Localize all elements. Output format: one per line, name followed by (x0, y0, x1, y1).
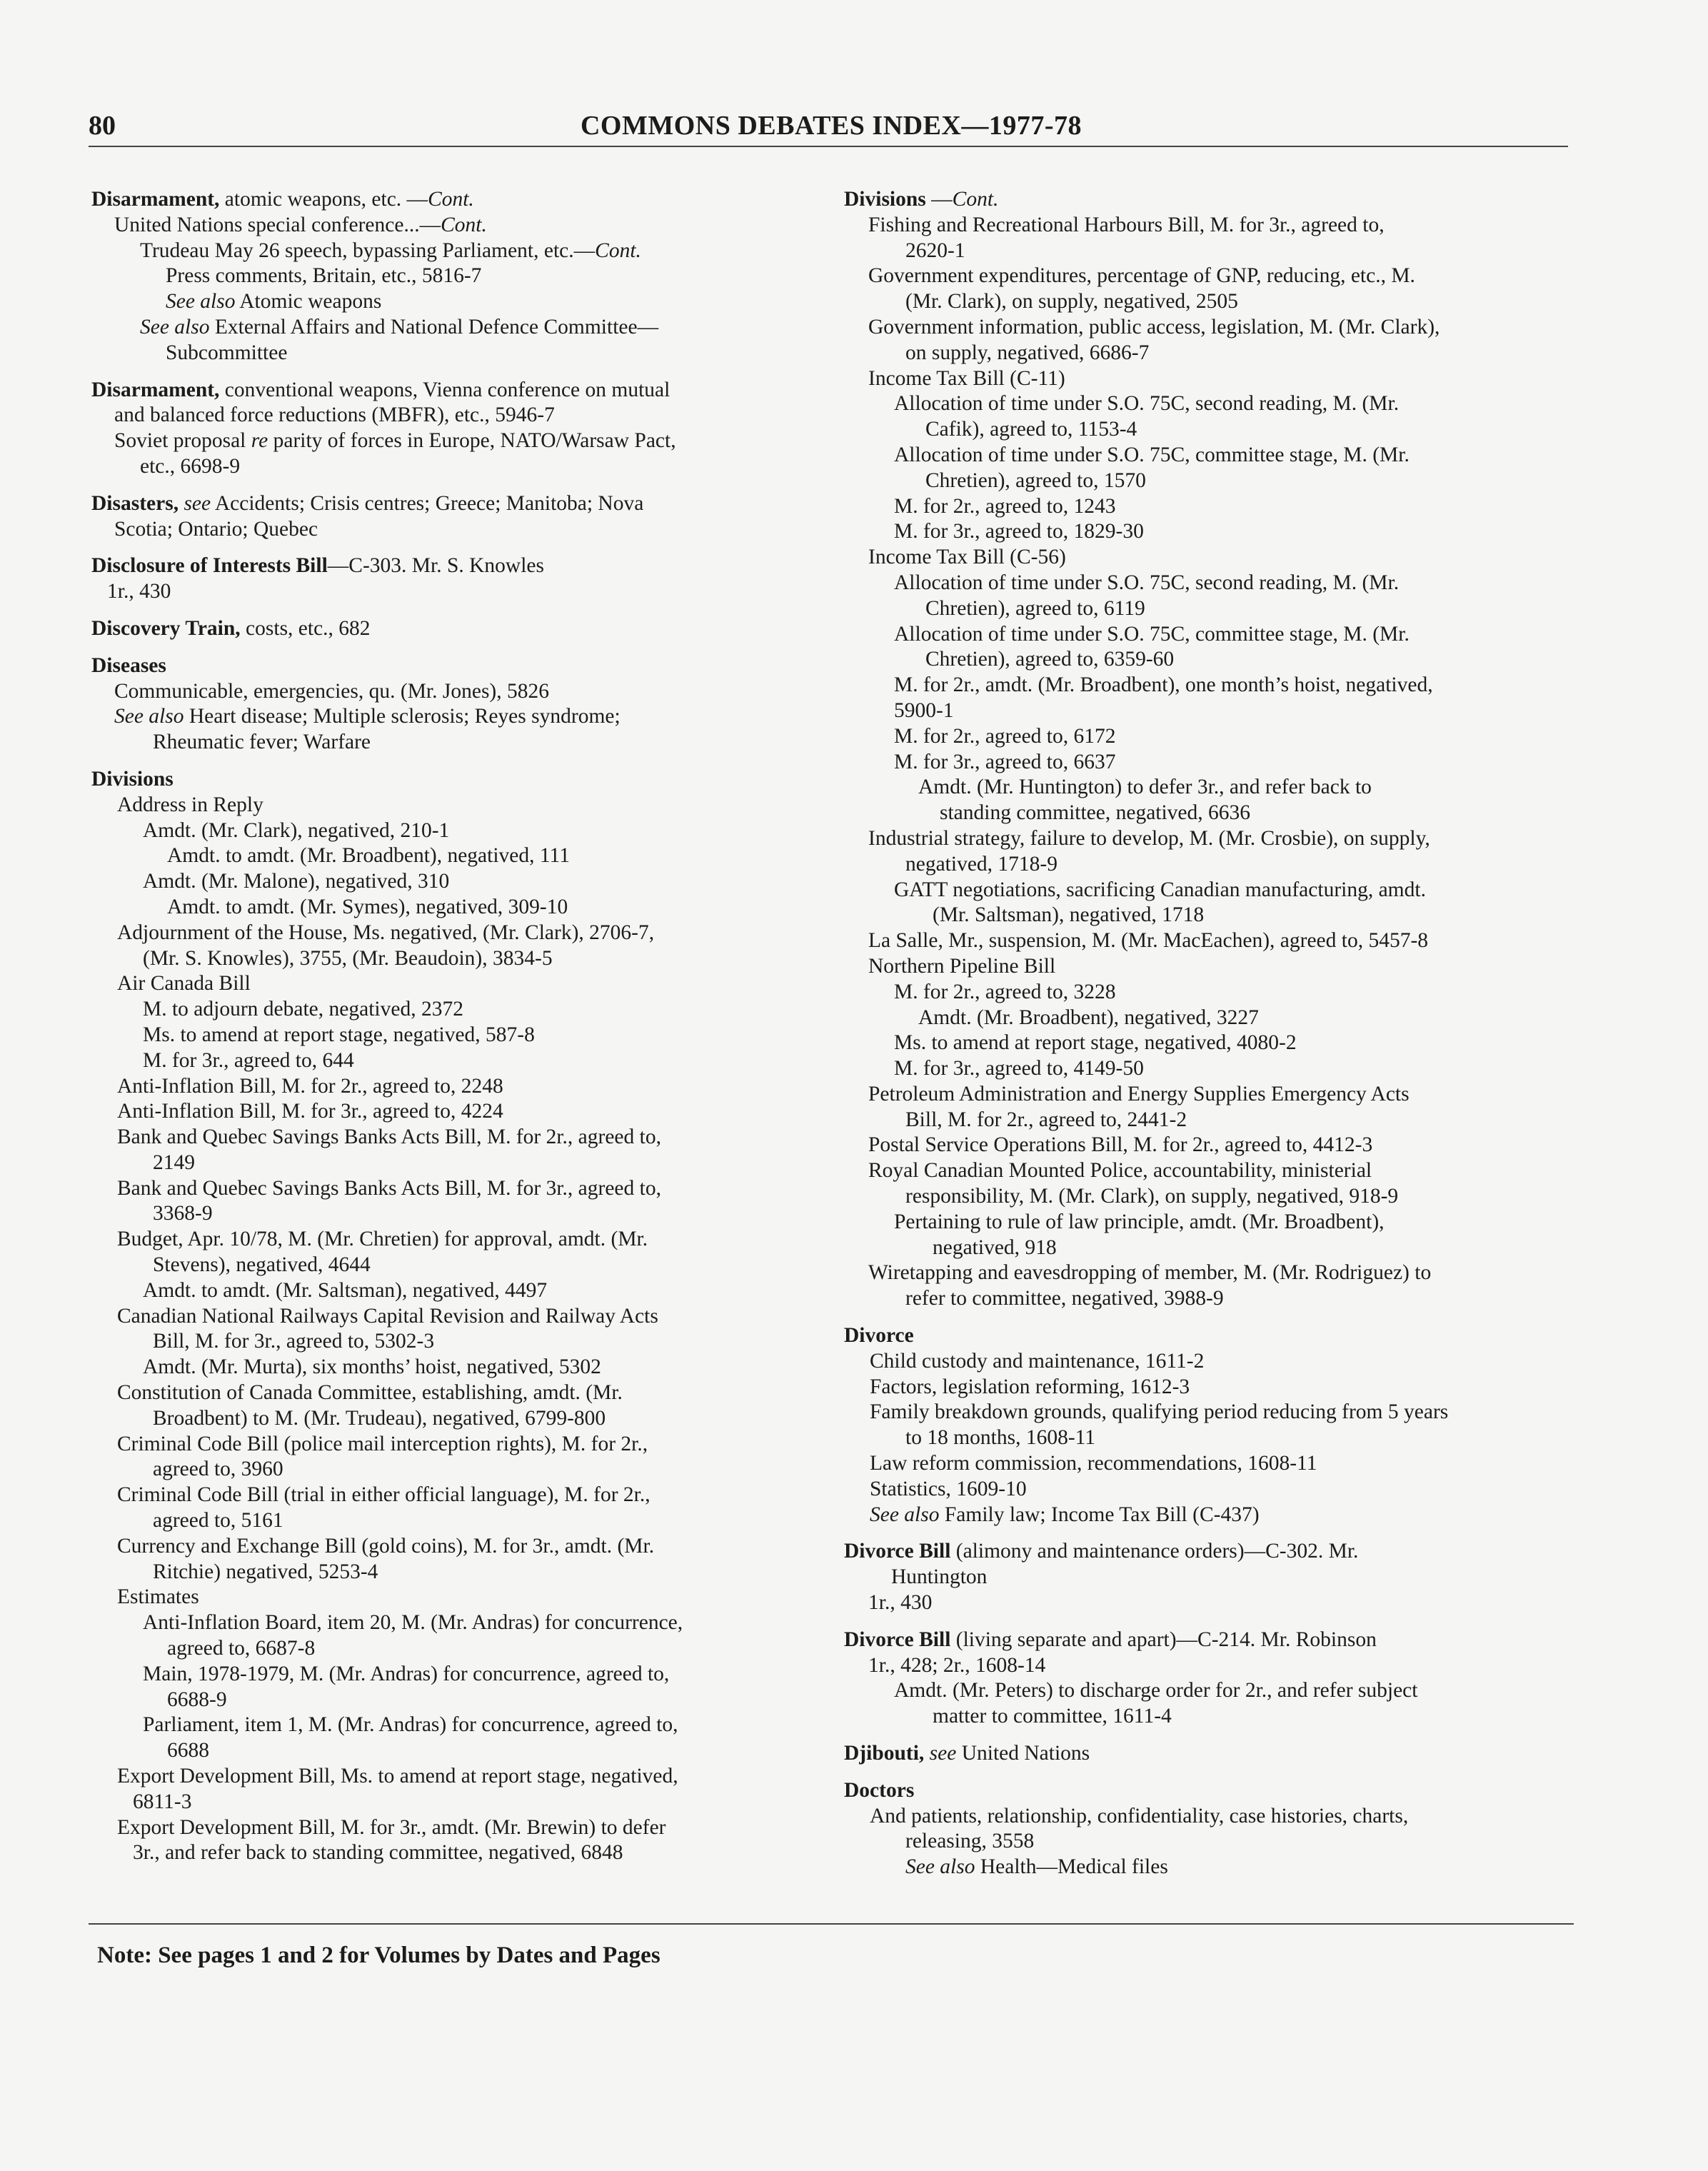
index-entry-line (844, 852, 1579, 878)
entry-text: Parliament, item 1, M. (Mr. Andras) for concurrence, agreed to, (143, 1713, 678, 1737)
index-entry-line (844, 928, 1579, 954)
entry-text: Bank and Quebec Savings Banks Acts Bill, M. for 3r., agreed to, (117, 1176, 661, 1200)
entry-text: Subcommittee (166, 341, 288, 364)
index-entry-line (844, 1451, 1579, 1477)
entry-text: M. for 3r., agreed to, 1829-30 (894, 520, 1144, 543)
index-heading-line (844, 1539, 1579, 1565)
entry-text: Statistics, 1609-10 (870, 1477, 1027, 1500)
entry-text: Allocation of time under S.O. 75C, second reading, M. (Mr. (894, 392, 1400, 416)
heading-term: Discovery Train, (91, 616, 241, 640)
index-entry-line (844, 1108, 1579, 1133)
entry-text: negatived, 918 (933, 1235, 1057, 1259)
index-entry-line (844, 1031, 1579, 1056)
index-entry-line (91, 1227, 813, 1253)
entry-text: United Nations (956, 1742, 1090, 1765)
entry-text: Trudeau May 26 speech, bypassing Parliament, etc.— (140, 239, 596, 262)
entry-text: External Affairs and National Defence Committee— (209, 315, 659, 339)
entry-text: Export Development Bill, M. for 3r., amdt. (Mr. Brewin) to defer (117, 1815, 666, 1839)
index-heading-line (91, 491, 813, 517)
entry-gap (91, 366, 813, 378)
index-entry-line (844, 1855, 1579, 1880)
index-entry-line (844, 1503, 1579, 1528)
index-entry-line (844, 673, 1579, 698)
entry-text: and balanced force reductions (MBFR), etc., 5946-7 (114, 403, 555, 427)
index-entry-line (844, 596, 1579, 622)
entry-text: Atomic weapons (235, 290, 382, 314)
entry-text: 6688 (167, 1739, 209, 1763)
index-entry-line (844, 289, 1579, 315)
heading-term: Doctors (844, 1778, 915, 1802)
entry-text: Criminal Code Bill (trial in either official language), M. for 2r., (117, 1483, 650, 1507)
entry-text: And patients, relationship, confidentiality, case histories, charts, (870, 1804, 1409, 1827)
index-entry-line (91, 1508, 813, 1534)
entry-text: Pertaining to rule of law principle, amdt. (Mr. Broadbent), (894, 1210, 1385, 1233)
index-entry-line (844, 1349, 1579, 1375)
index-heading-line (844, 1323, 1579, 1349)
index-entry-line (91, 1815, 813, 1841)
entry-text: agreed to, 3960 (153, 1458, 283, 1481)
index-entry-line (844, 1210, 1579, 1235)
entry-text: Amdt. (Mr. Peters) to discharge order for 2r., and refer subject (894, 1679, 1418, 1703)
index-entry-line (91, 1432, 813, 1458)
index-entry-line (91, 1688, 813, 1713)
entry-gap (91, 605, 813, 616)
index-entry-line (91, 1738, 813, 1764)
entry-text: Health—Medical files (975, 1855, 1168, 1879)
entry-text: Amdt. (Mr. Huntington) to defer 3r., and refer back to (918, 776, 1372, 799)
index-entry-line (91, 1406, 813, 1432)
index-heading-line (844, 187, 1579, 213)
index-entry-line (91, 1176, 813, 1202)
index-entry-line (844, 1477, 1579, 1503)
entry-text: 5900-1 (894, 698, 954, 722)
entry-text: Criminal Code Bill (police mail interception rights), M. for 2r., (117, 1432, 648, 1455)
index-entry-line (91, 971, 813, 997)
index-entry-line (844, 775, 1579, 801)
entry-text: Government expenditures, percentage of GNP, reducing, etc., M. (868, 264, 1415, 288)
index-entry-line (844, 1590, 1579, 1616)
heading-term: Divorce Bill (844, 1540, 951, 1563)
index-entry-line (91, 1790, 813, 1815)
entry-text: Bill, M. for 3r., agreed to, 5302-3 (153, 1330, 435, 1353)
entry-gap (91, 756, 813, 767)
heading-term: Disarmament, (91, 188, 220, 211)
index-entry-line (91, 1099, 813, 1125)
index-entry-line (844, 647, 1579, 673)
entry-text: Allocation of time under S.O. 75C, committee stage, M. (Mr. (894, 443, 1410, 466)
index-entry-line (844, 903, 1579, 928)
entry-text (924, 1742, 929, 1765)
entry-text: La Salle, Mr., suspension, M. (Mr. MacEachen), agreed to, 5457-8 (868, 929, 1429, 953)
index-entry-line (844, 545, 1579, 571)
index-entry-line (844, 1235, 1579, 1261)
entry-text: etc., 6698-9 (140, 454, 241, 478)
entry-text: — (925, 188, 953, 211)
index-entry-line (844, 1133, 1579, 1158)
italic-reference: Cont. (428, 188, 474, 211)
entry-text: Family breakdown grounds, qualifying period reducing from 5 years (870, 1400, 1449, 1424)
index-entry-line (91, 403, 813, 428)
entry-text: —C-303. Mr. S. Knowles (327, 554, 544, 578)
italic-reference: See also (870, 1503, 940, 1526)
entry-text: Chretien), agreed to, 6119 (925, 596, 1145, 620)
italic-reference: See also (114, 705, 184, 728)
index-entry-line (91, 517, 813, 543)
entry-text: agreed to, 6687-8 (167, 1637, 316, 1660)
entry-text: 3368-9 (153, 1202, 213, 1225)
index-entry-line (91, 1380, 813, 1406)
index-entry-line (844, 213, 1579, 239)
entry-text: Amdt. (Mr. Malone), negatived, 310 (143, 870, 450, 893)
index-entry-line (844, 954, 1579, 980)
index-entry-line (91, 730, 813, 756)
entry-text: Allocation of time under S.O. 75C, second reading, M. (Mr. (894, 571, 1400, 594)
entry-text: Ms. to amend at report stage, negatived, 587-8 (143, 1023, 535, 1046)
index-entry-line (844, 1829, 1579, 1855)
index-entry-line (844, 698, 1579, 724)
index-heading-line (91, 767, 813, 793)
index-heading-line (91, 616, 813, 642)
entry-text: Amdt. (Mr. Clark), negatived, 210-1 (143, 818, 450, 842)
index-entry-line (91, 264, 813, 289)
index-entry-line (91, 843, 813, 869)
index-entry-line (91, 1560, 813, 1585)
index-heading-line (844, 1628, 1579, 1653)
entry-gap (91, 480, 813, 491)
index-entry-line (844, 980, 1579, 1006)
index-entry-line (91, 289, 813, 315)
index-entry-line (91, 1636, 813, 1662)
entry-text: (Mr. Clark), on supply, negatived, 2505 (905, 290, 1238, 314)
heading-term: Divorce Bill (844, 1628, 951, 1651)
index-entry-line (844, 1804, 1579, 1830)
index-entry-line (844, 1704, 1579, 1730)
entry-text: to 18 months, 1608-11 (905, 1426, 1096, 1450)
heading-term: Disasters, (91, 491, 179, 515)
header-rule (89, 146, 1568, 147)
entry-text: releasing, 3558 (905, 1830, 1035, 1853)
entry-text: Ms. to amend at report stage, negatived, 4080-2 (894, 1031, 1297, 1055)
index-entry-line (91, 315, 813, 341)
index-entry-line (844, 1158, 1579, 1184)
index-entry-line (91, 921, 813, 946)
entry-text: Budget, Apr. 10/78, M. (Mr. Chretien) for approval, amdt. (Mr. (117, 1228, 648, 1251)
index-entry-line (844, 1400, 1579, 1425)
entry-text: Industrial strategy, failure to develop, M. (Mr. Crosbie), on supply, (868, 826, 1430, 850)
index-entry-line (91, 818, 813, 844)
index-entry-line (91, 454, 813, 480)
entry-text: negatived, 1718-9 (905, 852, 1058, 876)
index-entry-line (91, 1662, 813, 1688)
entry-text: Huntington (891, 1565, 988, 1589)
index-entry-line (844, 724, 1579, 750)
entry-text: Chretien), agreed to, 6359-60 (925, 648, 1175, 671)
index-entry-line (91, 341, 813, 366)
index-entry-line (91, 1201, 813, 1227)
entry-text: Government information, public access, legislation, M. (Mr. Clark), (868, 315, 1440, 339)
index-entry-line (844, 264, 1579, 289)
entry-text: Accidents; Crisis centres; Greece; Manitoba; Nova (211, 491, 644, 515)
index-entry-line (91, 1610, 813, 1636)
entry-text: Petroleum Administration and Energy Supplies Emergency Acts (868, 1082, 1410, 1105)
entry-text: standing committee, negatived, 6636 (940, 801, 1251, 825)
entry-text: conventional weapons, Vienna conference on mutual (219, 378, 670, 401)
entry-text: 1r., 430 (868, 1591, 933, 1615)
italic-reference: Cont. (595, 239, 641, 262)
entry-text: Bill, M. for 2r., agreed to, 2441-2 (905, 1108, 1187, 1131)
index-entry-line (844, 1006, 1579, 1031)
index-entry-line (91, 1048, 813, 1074)
index-entry-line (91, 213, 813, 239)
index-entry-line (91, 1355, 813, 1380)
index-entry-line (844, 878, 1579, 903)
entry-text: (alimony and maintenance orders)—C-302. Mr. (950, 1540, 1359, 1563)
entry-gap (91, 642, 813, 653)
index-entry-line (91, 1483, 813, 1508)
index-entry-line (91, 1840, 813, 1866)
entry-text: Constitution of Canada Committee, establishing, amdt. (Mr. (117, 1381, 623, 1405)
entry-text: 1r., 428; 2r., 1608-14 (868, 1653, 1046, 1677)
entry-text: 6688-9 (167, 1688, 227, 1711)
index-entry-line (844, 315, 1579, 341)
entry-text: costs, etc., 682 (240, 616, 371, 640)
index-entry-line (91, 679, 813, 705)
entry-text: 6811-3 (133, 1790, 192, 1813)
index-entry-line (844, 801, 1579, 826)
entry-text: parity of forces in Europe, NATO/Warsaw Pact, (268, 429, 676, 453)
index-entry-line (91, 1713, 813, 1738)
index-entry-line (844, 1082, 1579, 1108)
italic-reference: Cont. (441, 213, 487, 236)
entry-text: Family law; Income Tax Bill (C-437) (939, 1503, 1260, 1526)
index-heading-line (91, 653, 813, 679)
entry-text: M. for 2r., amdt. (Mr. Broadbent), one month’s hoist, negatived, (894, 673, 1433, 697)
entry-text: Export Development Bill, Ms. to amend at report stage, negatived, (117, 1765, 678, 1788)
index-entry-line (91, 1278, 813, 1304)
entry-text: Child custody and maintenance, 1611-2 (870, 1349, 1205, 1373)
index-entry-line (91, 428, 813, 454)
index-entry-line (91, 1125, 813, 1150)
entry-text: Amdt. (Mr. Broadbent), negatived, 3227 (918, 1006, 1259, 1029)
entry-text: Anti-Inflation Board, item 20, M. (Mr. Andras) for concurrence, (143, 1611, 683, 1635)
entry-text: M. for 3r., agreed to, 4149-50 (894, 1057, 1144, 1081)
entry-gap (844, 1767, 1579, 1778)
italic-reference: See also (140, 315, 210, 339)
index-entry-line (844, 443, 1579, 468)
index-entry-line (844, 1678, 1579, 1704)
index-entry-line (91, 1304, 813, 1330)
entry-text: Wiretapping and eavesdropping of member, M. (Mr. Rodriguez) to (868, 1261, 1432, 1285)
entry-text: Ritchie) negatived, 5253-4 (153, 1560, 378, 1583)
index-entry-line (844, 1653, 1579, 1679)
entry-text: Scotia; Ontario; Quebec (114, 517, 318, 541)
entry-text: Heart disease; Multiple sclerosis; Reyes syndrome; (184, 705, 621, 728)
entry-text: 3r., and refer back to standing committee, negatived, 6848 (133, 1841, 623, 1865)
index-entry-line (91, 1074, 813, 1100)
running-title: COMMONS DEBATES INDEX—1977-78 (580, 111, 1082, 141)
index-entry-line (91, 869, 813, 895)
index-entry-line (91, 1585, 813, 1610)
index-entry-line (844, 391, 1579, 417)
index-entry-line (91, 946, 813, 972)
footer-rule (89, 1923, 1574, 1925)
entry-text: United Nations special conference...— (114, 213, 441, 236)
italic-reference: see (929, 1742, 957, 1765)
index-entry-line (91, 1253, 813, 1278)
index-entry-line (844, 1184, 1579, 1210)
italic-reference: see (184, 491, 211, 515)
heading-term: Diseases (91, 653, 166, 677)
index-entry-line (844, 341, 1579, 366)
entry-text: Bank and Quebec Savings Banks Acts Bill, M. for 2r., agreed to, (117, 1125, 661, 1149)
index-entry-line (844, 366, 1579, 392)
entry-text: Income Tax Bill (C-11) (868, 366, 1065, 390)
page-header (89, 107, 1574, 150)
index-entry-line (91, 1457, 813, 1483)
entry-text: M. to adjourn debate, negatived, 2372 (143, 998, 463, 1021)
entry-text: Law reform commission, recommendations, 1608-11 (870, 1452, 1317, 1475)
index-entry-line (844, 571, 1579, 596)
heading-term: Divisions (91, 767, 174, 791)
index-entry-line (844, 239, 1579, 264)
entry-gap (844, 1312, 1579, 1323)
index-column-right (844, 187, 1579, 1880)
index-entry-line (91, 239, 813, 264)
index-heading-line (844, 1741, 1579, 1767)
entry-gap (91, 542, 813, 553)
index-entry-line (844, 494, 1579, 520)
entry-text: Communicable, emergencies, qu. (Mr. Jones), 5826 (114, 679, 549, 703)
index-heading-line (91, 378, 813, 403)
index-entry-line (844, 750, 1579, 776)
index-entry-line (91, 1534, 813, 1560)
index-entry-line (91, 579, 813, 605)
entry-text: 2620-1 (905, 239, 965, 262)
index-column-left (91, 187, 813, 1866)
entry-text: 2149 (153, 1150, 195, 1174)
index-entry-line (844, 417, 1579, 443)
entry-text: Allocation of time under S.O. 75C, committee stage, M. (Mr. (894, 622, 1410, 646)
heading-term: Divorce (844, 1324, 914, 1348)
index-entry-line (844, 519, 1579, 545)
index-heading-line (91, 187, 813, 213)
entry-text: (living separate and apart)—C-214. Mr. Robinson (950, 1628, 1377, 1651)
entry-text: Currency and Exchange Bill (gold coins), M. for 3r., amdt. (Mr. (117, 1534, 655, 1558)
entry-text: Fishing and Recreational Harbours Bill, M. for 3r., agreed to, (868, 213, 1385, 236)
entry-text: Royal Canadian Mounted Police, accountability, ministerial (868, 1159, 1372, 1183)
entry-text: Postal Service Operations Bill, M. for 2r., agreed to, 4412-3 (868, 1133, 1373, 1157)
entry-text: Press comments, Britain, etc., 5816-7 (166, 264, 482, 288)
index-heading-line (844, 1778, 1579, 1804)
index-entry-line (844, 468, 1579, 494)
entry-text: (Mr. Saltsman), negatived, 1718 (933, 903, 1205, 927)
page-number: 80 (89, 111, 116, 141)
entry-text: responsibility, M. (Mr. Clark), on supply, negatived, 918-9 (905, 1185, 1399, 1208)
index-entry-line (844, 1056, 1579, 1082)
entry-text: GATT negotiations, sacrificing Canadian manufacturing, amdt. (894, 878, 1426, 901)
heading-term: Disclosure of Interests Bill (91, 554, 328, 578)
heading-term: Divisions (844, 188, 926, 211)
entry-text: Estimates (117, 1585, 199, 1609)
entry-text: Amdt. (Mr. Murta), six months’ hoist, negatived, 5302 (143, 1355, 601, 1379)
entry-text: M. for 2r., agreed to, 1243 (894, 494, 1116, 518)
index-heading-line (91, 553, 813, 579)
entry-text: on supply, negatived, 6686-7 (905, 341, 1150, 364)
footer-note: Note: See pages 1 and 2 for Volumes by Dates and Pages (97, 1942, 660, 1968)
entry-text: 1r., 430 (107, 580, 171, 603)
entry-text: Cafik), agreed to, 1153-4 (925, 418, 1137, 441)
entry-text: Income Tax Bill (C-56) (868, 546, 1066, 569)
italic-reference: See also (166, 290, 236, 314)
entry-text: Broadbent) to M. (Mr. Trudeau), negatived, 6799-800 (153, 1406, 606, 1430)
entry-text: M. for 3r., agreed to, 6637 (894, 750, 1116, 773)
index-entry-line (91, 1150, 813, 1176)
index-entry-line (91, 895, 813, 921)
entry-text: Anti-Inflation Bill, M. for 2r., agreed to, 2248 (117, 1074, 503, 1098)
entry-gap (844, 1730, 1579, 1741)
heading-term: Disarmament, (91, 378, 220, 401)
index-entry-line (844, 826, 1579, 852)
italic-reference: Cont. (952, 188, 999, 211)
index-entry-line (91, 1023, 813, 1048)
index-entry-line (844, 1286, 1579, 1312)
entry-text: (Mr. S. Knowles), 3755, (Mr. Beaudoin), 3834-5 (143, 946, 553, 970)
entry-text: Address in Reply (117, 793, 263, 816)
entry-text: Main, 1978-1979, M. (Mr. Andras) for concurrence, agreed to, (143, 1662, 670, 1685)
entry-text: M. for 2r., agreed to, 3228 (894, 980, 1116, 1003)
index-entry-line (91, 793, 813, 818)
entry-text: Stevens), negatived, 4644 (153, 1253, 371, 1277)
index-entry-line (91, 997, 813, 1023)
entry-text: M. for 2r., agreed to, 6172 (894, 724, 1116, 748)
entry-text: Amdt. to amdt. (Mr. Broadbent), negatived, 111 (167, 844, 570, 868)
entry-text: Rheumatic fever; Warfare (153, 731, 371, 754)
entry-text: Amdt. to amdt. (Mr. Symes), negatived, 309-10 (167, 895, 568, 918)
index-entry-line (91, 704, 813, 730)
entry-text: Chretien), agreed to, 1570 (925, 468, 1146, 492)
index-entry-line (844, 622, 1579, 648)
entry-text: Soviet proposal (114, 429, 251, 453)
entry-text: refer to committee, negatived, 3988-9 (905, 1287, 1224, 1310)
entry-text: Anti-Inflation Bill, M. for 3r., agreed to, 4224 (117, 1100, 503, 1123)
heading-term: Djibouti, (844, 1742, 925, 1765)
entry-text: M. for 3r., agreed to, 644 (143, 1048, 354, 1072)
index-entry-line (844, 1375, 1579, 1400)
entry-text: atomic weapons, etc. — (219, 188, 428, 211)
entry-text: agreed to, 5161 (153, 1509, 283, 1533)
index-entry-line (91, 1329, 813, 1355)
entry-text: Northern Pipeline Bill (868, 954, 1056, 978)
italic-reference: See also (905, 1855, 975, 1879)
entry-text: Adjournment of the House, Ms. negatived, (Mr. Clark), 2706-7, (117, 921, 655, 944)
entry-text: Air Canada Bill (117, 972, 251, 996)
entry-gap (844, 1528, 1579, 1539)
entry-text: matter to committee, 1611-4 (933, 1705, 1172, 1728)
index-entry-line (844, 1565, 1579, 1590)
entry-text: Amdt. to amdt. (Mr. Saltsman), negatived, 4497 (143, 1278, 548, 1302)
entry-text: Factors, legislation reforming, 1612-3 (870, 1375, 1190, 1398)
entry-gap (844, 1616, 1579, 1628)
index-entry-line (91, 1764, 813, 1790)
index-entry-line (844, 1260, 1579, 1286)
italic-reference: re (251, 429, 268, 453)
entry-text: Canadian National Railways Capital Revision and Railway Acts (117, 1304, 658, 1328)
index-entry-line (844, 1425, 1579, 1451)
